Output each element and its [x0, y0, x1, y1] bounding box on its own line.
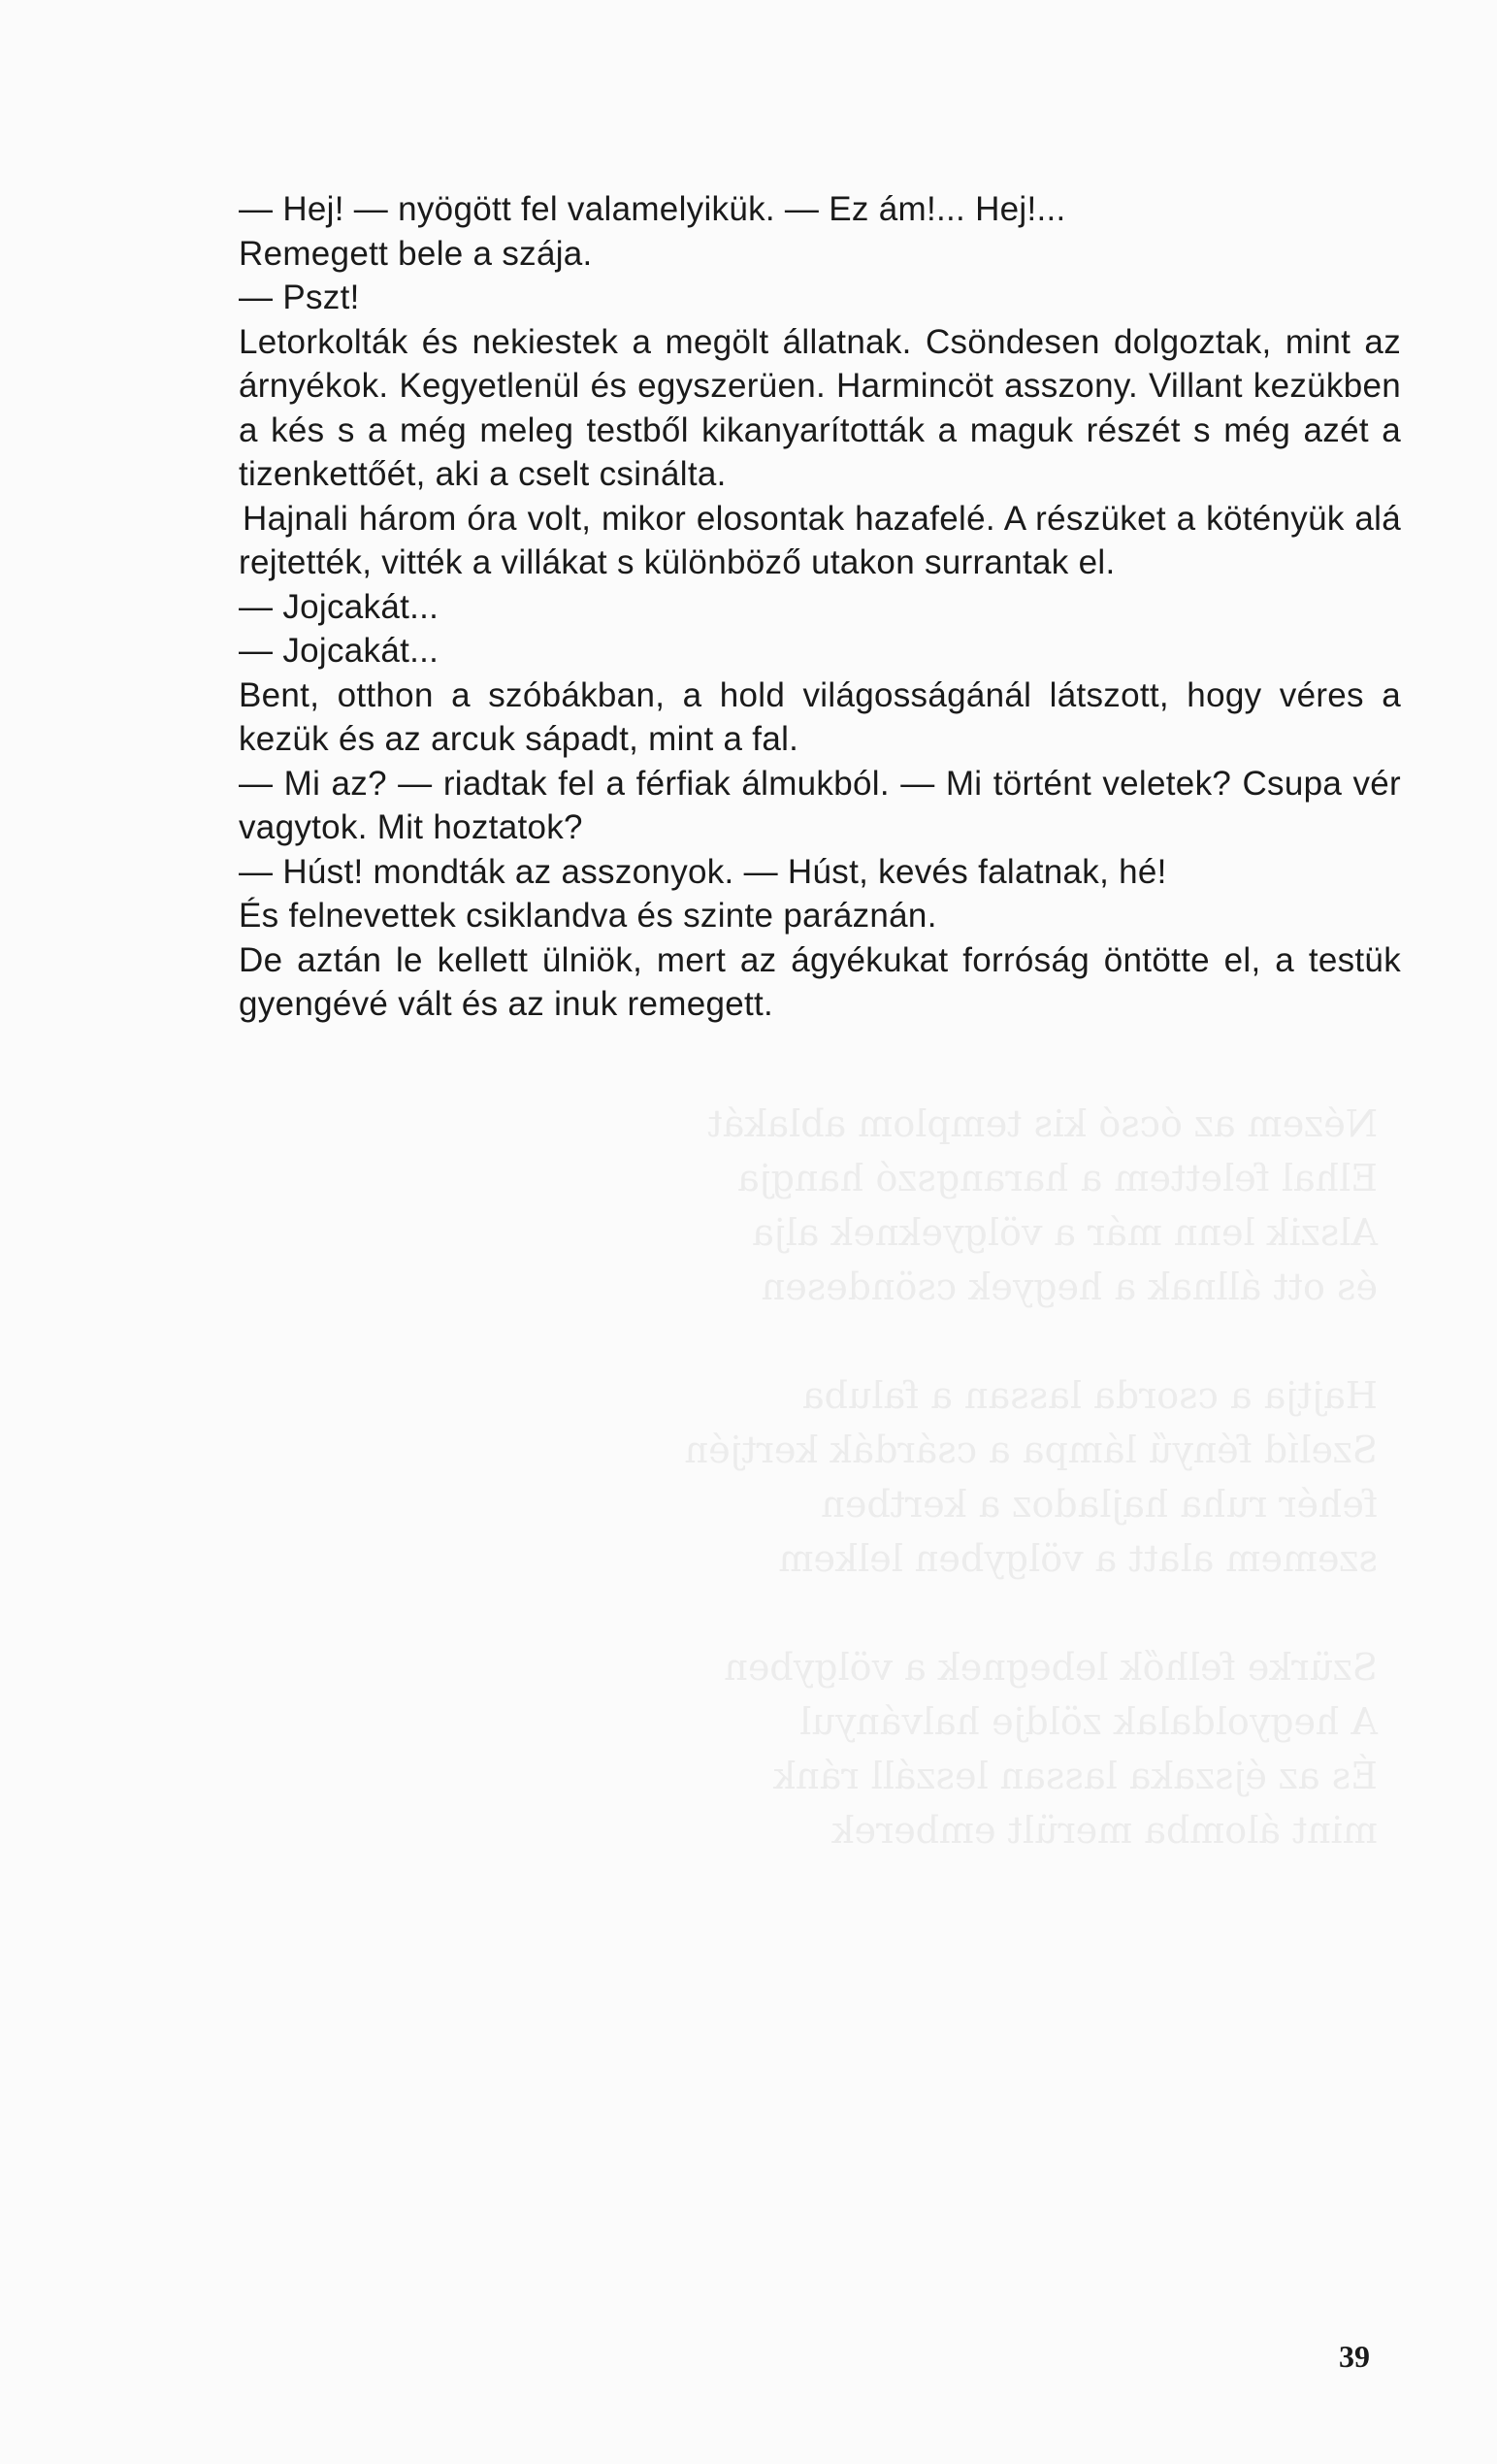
paragraph-11: És felnevettek csiklandva és szinte paráznán. — [239, 897, 937, 935]
paragraph-4: Letorkolták és nekiestek a megölt állatnak. Csöndesen dolgoztak, mint az árnyékok. Kegyetlenül és egyszerüen. Harmincöt asszony. Villant kezükben a kés s a még meleg testből kikanyarították a maguk részét s még azét a tizenkettőét, aki a cselt csinálta. — [239, 322, 1401, 493]
paragraph-6: — Jojcakát... — [239, 587, 439, 626]
paragraph-2: Remegett bele a szája. — [239, 234, 593, 273]
paragraph-5: Hajnali három óra volt, mikor elosontak hazafelé. A részüket a kötényük alá rejtették, vitték a villákat s különböző utakon surrantak el. — [239, 499, 1401, 581]
paragraph-3: — Pszt! — [239, 279, 360, 316]
page-number: 39 — [1339, 2339, 1370, 2374]
paragraph-12: De aztán le kellett ülniök, mert az ágyékukat forróság öntötte el, a testük gyengévé vált és az inuk remegett. — [239, 940, 1401, 1023]
reverse-side-show-through: Nézem az ócsó kis templom ablakát Elhal felettem a harangszó hangja Alszik lenn már a völgyeknek alja és ott állnak a hegyek csöndesen Hajtja a csorda lassan a faluba Szelíd fényű lámpa a csárdák kertjén fehér ruha hajladoz a kertben szemem alatt a völgyben lelkem Szürke felhők lebegnek a völgyben A hegyoldalak zöldje halványul És az éjszaka lassan leszáll ránk mint álomba merült emberek — [684, 1102, 1378, 1852]
paragraph-9: — Mi az? — riadtak fel a férfiak álmukból. — Mi történt veletek? Csupa vér vagytok. Mit hoztatok? — [239, 764, 1401, 846]
paragraph-1: — Hej! — nyögött fel valamelyikük. — Ez ám!... Hej!... — [239, 190, 1066, 228]
body-text — [239, 187, 1401, 1027]
paragraph-7: — Jojcakát... — [239, 632, 439, 670]
paragraph-10: — Húst! mondták az asszonyok. — Húst, kevés falatnak, hé! — [239, 852, 1167, 891]
paragraph-8: Bent, otthon a szóbákban, a hold világosságánál látszott, hogy véres a kezük és az arcuk sápadt, mint a fal. — [239, 675, 1401, 758]
